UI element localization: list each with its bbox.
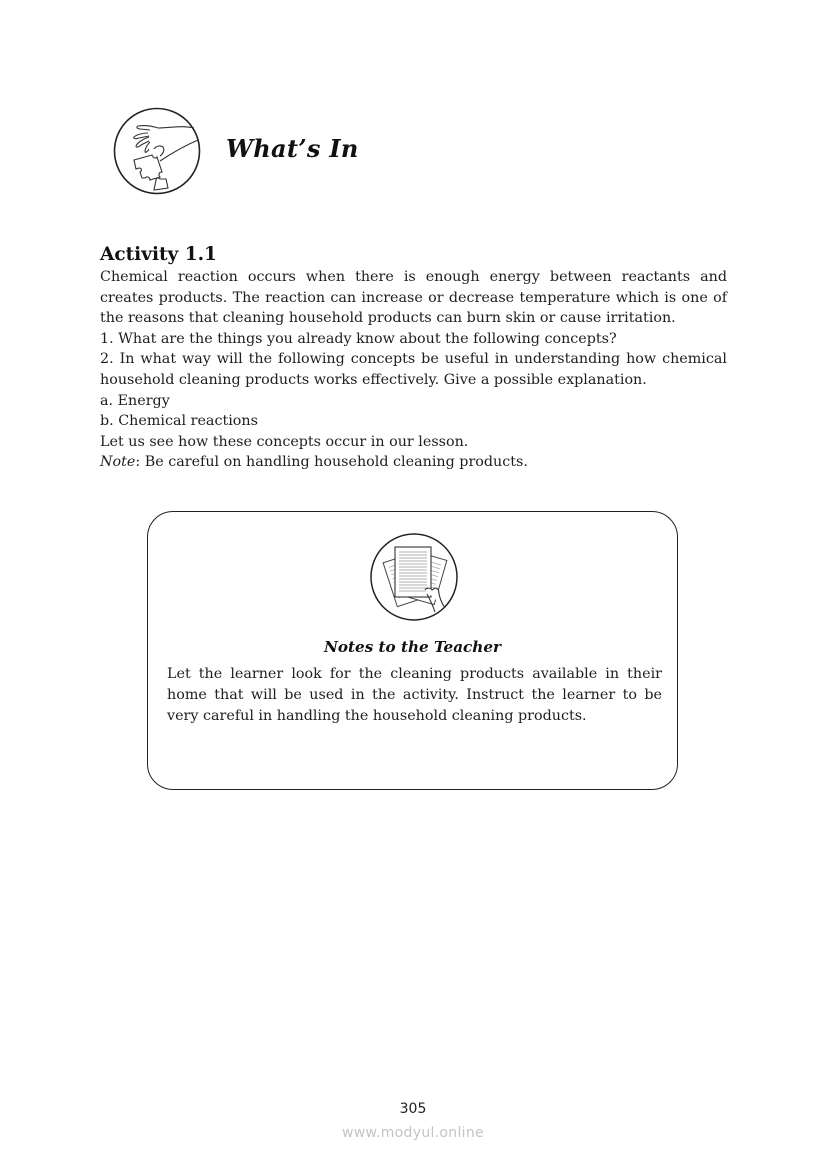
note-line	[100, 452, 727, 473]
teacher-notes-body	[167, 664, 662, 726]
activity-section	[100, 244, 727, 473]
page-number: 305	[399, 1101, 427, 1117]
option-a: a. Energy	[100, 392, 170, 409]
watermark: www.modyul.online	[342, 1125, 484, 1141]
papers-hand-icon	[369, 532, 459, 622]
puzzle-hand-icon	[112, 106, 202, 196]
note-label: Note	[100, 454, 136, 471]
note-text: : Be careful on handling household cleaning products.	[135, 454, 528, 471]
section-title: What’s In	[226, 134, 359, 163]
option-b: b. Chemical reactions	[100, 413, 258, 430]
teacher-line-3: very careful in handling the household cleaning products.	[167, 707, 587, 724]
intro-line-3: the reasons that cleaning household products can burn skin or cause irritation.	[100, 310, 676, 327]
teacher-line-1: Let the learner look for the cleaning products available in their	[167, 666, 662, 682]
teacher-notes-title: Notes to the Teacher	[324, 638, 501, 656]
intro-line-2: creates products. The reaction can increase or decrease temperature which is one of	[100, 289, 727, 306]
intro-line-1: Chemical reaction occurs when there is enough energy between reactants and	[100, 269, 727, 285]
activity-title: Activity 1.1	[100, 244, 217, 265]
activity-body	[100, 267, 727, 473]
teacher-notes-box	[147, 511, 678, 790]
teacher-line-2: home that will be used in the activity. Instruct the learner to be	[167, 686, 662, 703]
closing-text: Let us see how these concepts occur in our lesson.	[100, 433, 469, 450]
question-2-line-2: household cleaning products works effectively. Give a possible explanation.	[100, 371, 647, 388]
question-2-line-1: 2. In what way will the following concepts be useful in understanding how chemical	[100, 351, 727, 368]
question-1: 1. What are the things you already know about the following concepts?	[100, 330, 617, 347]
